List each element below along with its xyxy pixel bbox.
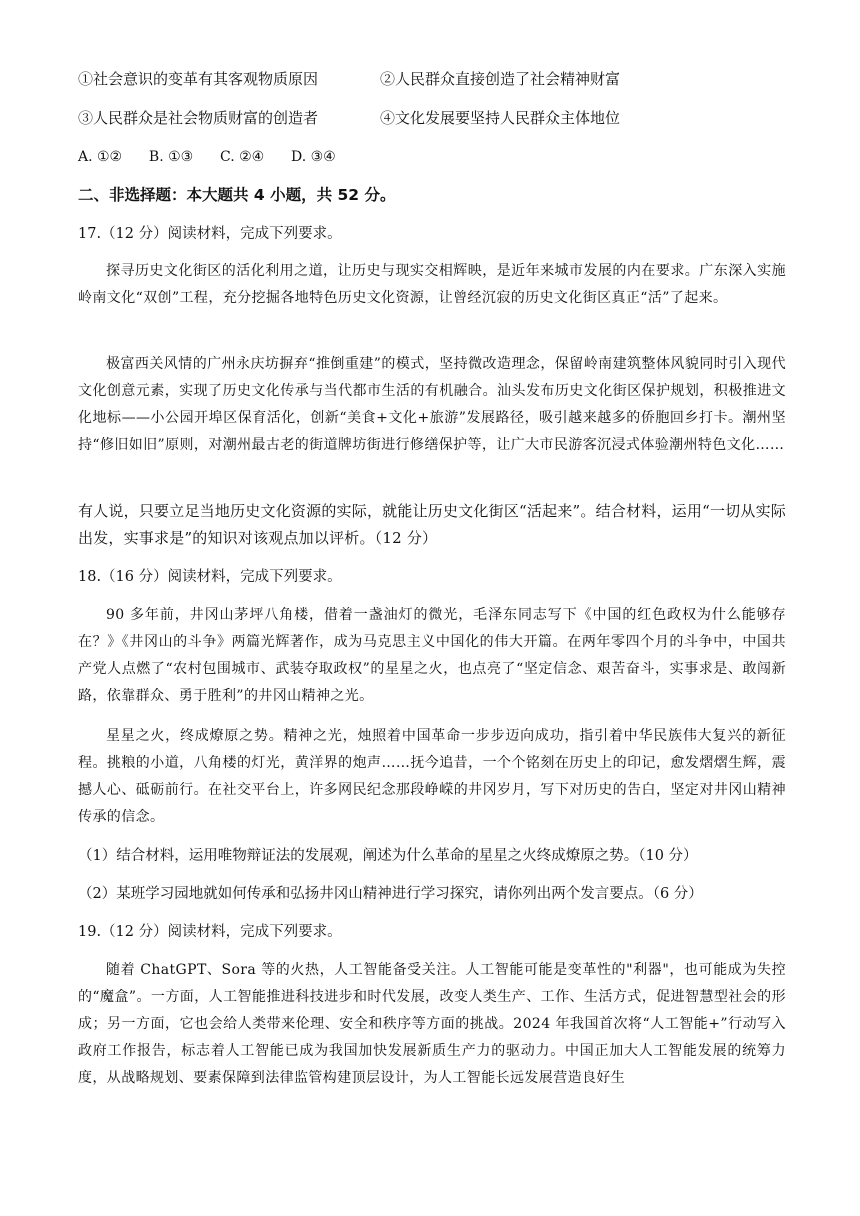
question-18-paragraph-2: 星星之火，终成燎原之势。精神之光，烛照着中国革命一步步迈向成功，指引着中华民族伟大复兴的新征程。挑粮的小道，八角楼的灯光，黄洋界的炮声……抚今追昔，一个个铭刻在历史上的印记，愈发熠熠生辉，震撼人心、砥砺前行。在社交平台上，许多网民纪念那段峥嵘的井冈岁月，写下对历史的告白，坚定对井冈山精神传承的信念。 — [78, 728, 786, 825]
answer-a: A. ①② — [78, 149, 123, 165]
question-17-heading: 17.（12 分）阅读材料，完成下列要求。 — [78, 226, 342, 242]
question-18-paragraph-1: 90 多年前，井冈山茅坪八角楼，借着一盏油灯的微光，毛泽东同志写下《中国的红色政权为什么能够存在？》《井冈山的斗争》两篇光辉著作，成为马克思主义中国化的伟大开篇。在两年零四个月的斗争中，中国共产党人点燃了“农村包围城市、武装夺取政权”的星星之火，也点亮了“坚定信念、艰苦奋斗，实事求是、敢闯新路，依靠群众、勇于胜利”的井冈山精神之光。 — [78, 607, 786, 704]
answer-c: C. ②④ — [219, 149, 265, 165]
question-18-subquestion-2: （2）某班学习园地就如何传承和弘扬井冈山精神进行学习探究，请你列出两个发言要点。（6 分） — [78, 886, 703, 902]
section-title: 二、非选择题：本大题共 4 小题，共 52 分。 — [78, 186, 396, 204]
question-19-heading: 19.（12 分）阅读材料，完成下列要求。 — [78, 924, 342, 940]
question-18-heading: 18.（16 分）阅读材料，完成下列要求。 — [78, 569, 342, 585]
answer-choices — [78, 146, 358, 167]
question-17-paragraph-2: 极富西关风情的广州永庆坊摒弃“推倒重建”的模式，坚持微改造理念，保留岭南建筑整体风貌同时引入现代文化创意元素，实现了历史文化传承与当代都市生活的有机融合。汕头发布历史文化街区保护规划，积极推进文化地标——小公园开埠区保育活化，创新“美食+文化+旅游”发展路径，吸引越来越多的侨胞回乡打卡。潮州坚持“修旧如旧”原则，对潮州最古老的街道牌坊街进行修缮保护等，让广大市民游客沉浸式体验潮州特色文化…… — [78, 356, 786, 453]
option-2: ②人民群众直接创造了社会精神财富 — [380, 70, 621, 88]
option-1: ①社会意识的变革有其客观物质原因 — [78, 70, 319, 88]
answer-b: B. ①③ — [148, 149, 194, 165]
question-17-task: 有人说，只要立足当地历史文化资源的实际，就能让历史文化街区“活起来”。结合材料，运用“一切从实际出发，实事求是”的知识对该观点加以评析。（12 分） — [78, 502, 786, 547]
option-4: ④文化发展要坚持人民群众主体地位 — [380, 109, 621, 127]
answer-d: D. ③④ — [290, 149, 336, 165]
option-3: ③人民群众是社会物质财富的创造者 — [78, 109, 319, 127]
question-17-paragraph-1: 探寻历史文化街区的活化利用之道，让历史与现实交相辉映，是近年来城市发展的内在要求。广东深入实施岭南文化“双创”工程，充分挖掘各地特色历史文化资源，让曾经沉寂的历史文化街区真正“活”了起来。 — [78, 263, 786, 306]
question-19-paragraph-1: 随着 ChatGPT、Sora 等的火热，人工智能备受关注。人工智能可能是变革性的"利器"，也可能成为失控的“魔盒”。一方面，人工智能推进科技进步和时代发展，改变人类生产、工作、生活方式，促进智慧型社会的形成；另一方面，它也会给人类带来伦理、安全和秩序等方面的挑战。2024 年我国首次将“人工智能+”行动写入政府工作报告，标志着人工智能已成为我国加快发展新质生产力的驱动力。中国正加大人工智能发展的统筹力度，从战略规划、要素保障到法律监管构建顶层设计，为人工智能长远发展营造良好生 — [78, 962, 786, 1086]
question-18-subquestion-1: （1）结合材料，运用唯物辩证法的发展观，阐述为什么革命的星星之火终成燎原之势。（10 分） — [78, 848, 698, 864]
